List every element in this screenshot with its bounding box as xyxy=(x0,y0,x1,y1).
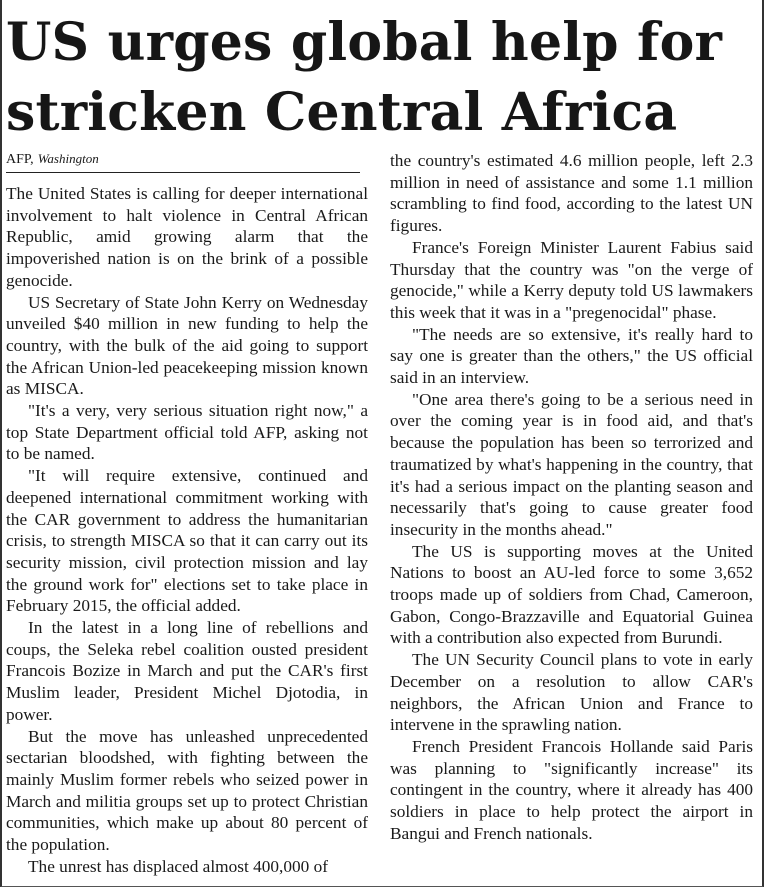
article-column-1 xyxy=(6,183,368,878)
paragraph: "One area there's going to be a serious need in over the coming year is in food aid, and that's because the population has been so terrorized and traumatized by what's happening in the country, that it's had a serious impact on the planting season and necessarily that's going to cause greater food insecurity in the months ahead." xyxy=(390,389,753,539)
paragraph: France's Foreign Minister Laurent Fabius said Thursday that the country was "on the verge of genocide," while a Kerry deputy told US lawmakers this week that it was in a "pregenocidal" phase. xyxy=(390,237,753,322)
dateline-place: Washington xyxy=(37,151,99,166)
paragraph: The United States is calling for deeper international involvement to halt violence in Central African Republic, amid growing alarm that the impoverished nation is on the brink of a possible genocide. xyxy=(6,184,368,290)
paragraph: The unrest has displaced almost 400,000 of xyxy=(28,856,328,876)
paragraph: US Secretary of State John Kerry on Wednesday unveiled $40 million in new funding to help the country, with the bulk of the aid going to support the African Union-led peacekeeping mission known as MISCA. xyxy=(6,292,368,399)
paragraph: In the latest in a long line of rebellions and coups, the Seleka rebel coalition ousted president Francois Bozize in March and put the CAR's first Muslim leader, President Michel Djotodia, in power. xyxy=(6,618,368,724)
paragraph: the country's estimated 4.6 million people, left 2.3 million in need of assistance and some 1.1 million scrambling to find food, according to the latest UN figures. xyxy=(390,151,753,236)
paragraph: "The needs are so extensive, it's really hard to say one is greater than the others," the US official said in an interview. xyxy=(390,324,753,388)
paragraph: "It will require extensive, continued and deepened international commitment working with the CAR government to address the humanitarian crisis, to strength MISCA so that it can carry out its security mission, civil protection mission and lay the ground work for" elections set to take place in February 2015, the official added. xyxy=(6,466,368,616)
paragraph: French President Francois Hollande said Paris was planning to "significantly increase" its contingent in the country, where it already has 400 soldiers in place to help protect the airport in Bangui and French nationals. xyxy=(390,736,753,843)
dateline xyxy=(6,150,360,173)
agency-credit: AFP, xyxy=(6,152,34,167)
paragraph: The US is supporting moves at the United Nations to boost an AU-led force to some 3,652 troops made up of soldiers from Chad, Cameroon, Gabon, Congo-Brazzaville and Equatorial Guinea with a contribution also expected from Burundi. xyxy=(390,541,753,648)
article-column-2 xyxy=(390,150,753,845)
headline: US urges global help for stricken Central Africa xyxy=(6,12,723,143)
paragraph: "It's a very, very serious situation right now," a top State Department official told AFP, asking not to be named. xyxy=(6,401,368,464)
paragraph: But the move has unleashed unprecedented sectarian bloodshed, with fighting between the mainly Muslim former rebels who seized power in March and militia groups set up to protect Christian communities, which make up about 80 percent of the population. xyxy=(6,726,368,855)
paragraph: The UN Security Council plans to vote in early December on a resolution to allow CAR's neighbors, the African Union and France to intervene in the sprawling nation. xyxy=(390,650,753,735)
